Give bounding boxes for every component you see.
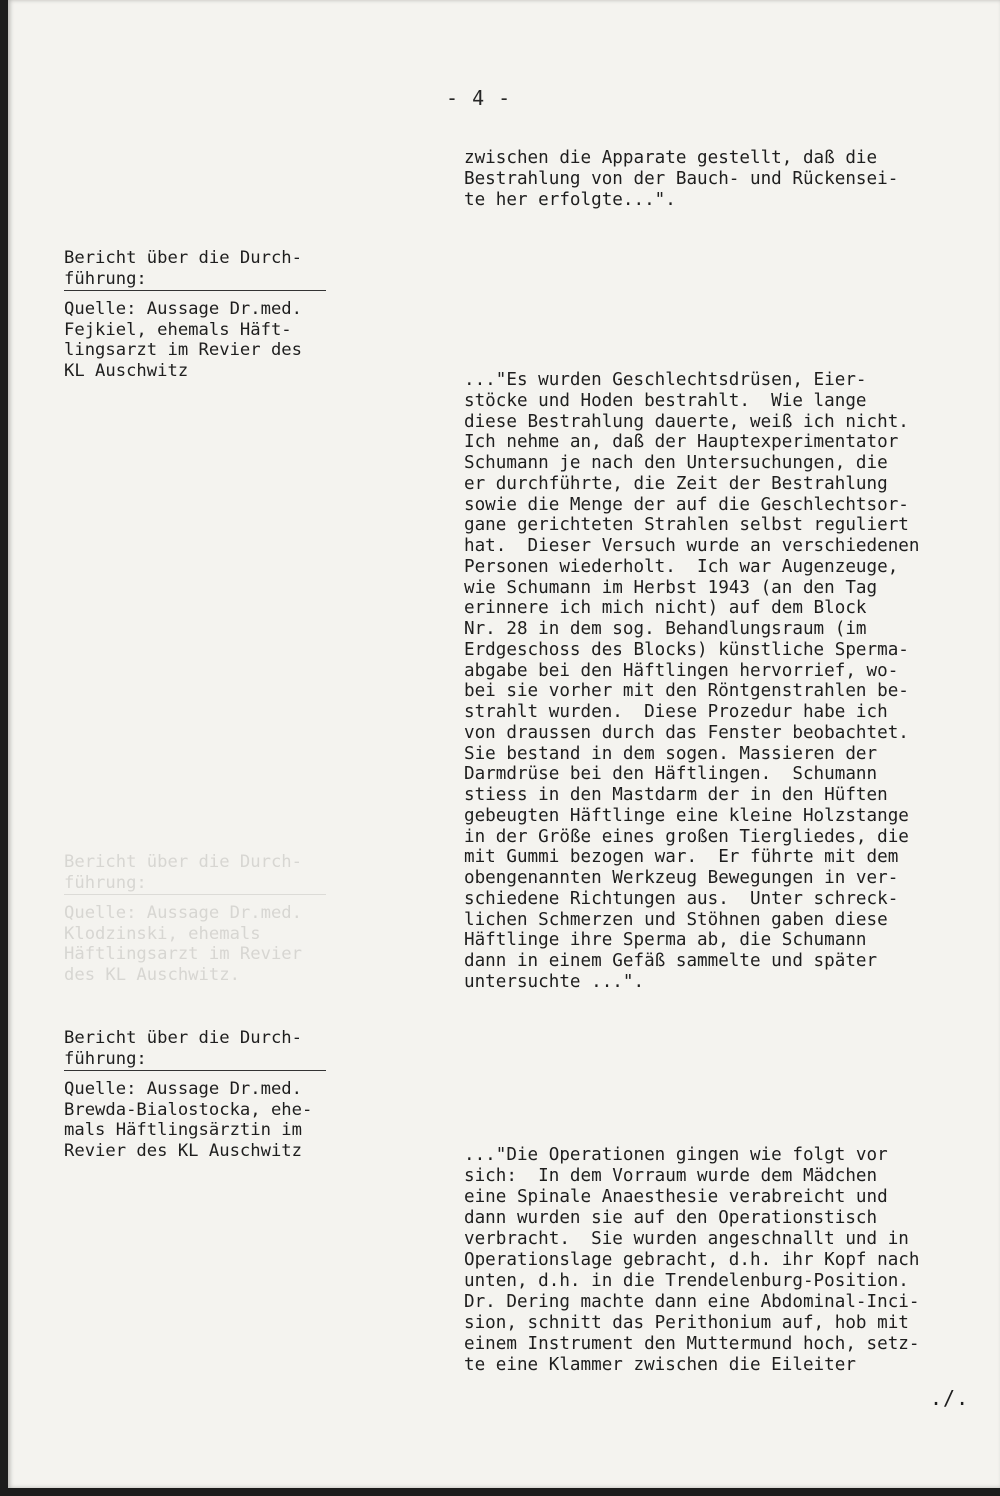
main-text-line: einem Instrument den Muttermund hoch, setz- <box>464 1334 920 1354</box>
main-text-line: mit Gummi bezogen war. Er führte mit dem <box>464 847 899 868</box>
show-through-source-line: Häftlingsarzt im Revier <box>64 944 302 965</box>
main-text-line: verbracht. Sie wurden angeschnallt und in <box>464 1229 909 1249</box>
side-note-source-line: mals Häftlingsärztin im <box>64 1120 302 1141</box>
main-text-line: schiedene Richtungen aus. Unter schreck- <box>464 888 899 909</box>
main-text-line: te eine Klammer zwischen die Eileiter <box>464 1355 856 1375</box>
main-text-line: Ich nehme an, daß der Hauptexperimentator <box>464 432 899 453</box>
show-through-title-line2: führung: <box>64 873 326 896</box>
main-text-line: Personen wiederholt. Ich war Augenzeuge, <box>464 556 899 577</box>
main-text-line: Dr. Dering machte dann eine Abdominal-Inci- <box>464 1292 920 1312</box>
side-note-fejkiel <box>64 248 364 382</box>
main-text-line: sowie die Menge der auf die Geschlechtsor- <box>464 494 909 515</box>
main-text-line: stöcke und Hoden bestrahlt. Wie lange <box>464 390 867 411</box>
side-note-source-line: Brewda-Bialostocka, ehe- <box>64 1099 313 1120</box>
main-text-line: Nr. 28 in dem sog. Behandlungsraum (im <box>464 619 867 639</box>
document-page <box>8 0 1000 1488</box>
main-text-line: obengenannten Werkzeug Bewegungen in ver- <box>464 868 899 888</box>
main-text-line: Darmdrüse bei den Häftlingen. Schumann <box>464 764 878 785</box>
main-text-line: ..."Die Operationen gingen wie folgt vor <box>464 1145 888 1165</box>
main-text-line: Häftlinge ihre Sperma ab, die Schumann <box>464 930 867 951</box>
main-text-line: untersuchte ...". <box>464 971 645 992</box>
main-text-line: unten, d.h. in die Trendelenburg-Position. <box>464 1271 909 1291</box>
main-text-line: Operationslage gebracht, d.h. ihr Kopf nach <box>464 1250 920 1270</box>
main-text-line: hat. Dieser Versuch wurde an verschiedenen <box>464 536 920 556</box>
main-text-line: wie Schumann im Herbst 1943 (an den Tag <box>464 577 878 598</box>
main-text-line: Schumann je nach den Untersuchungen, die <box>464 453 888 473</box>
show-through-title-line1: Bericht über die Durch- <box>64 852 302 872</box>
continuation-mark: ./. <box>930 1386 970 1410</box>
side-note-title-line1: Bericht über die Durch- <box>64 1028 302 1048</box>
side-note-source-line: lingsarzt im Revier des <box>64 340 302 361</box>
side-note-source-line: Revier des KL Auschwitz <box>64 1140 302 1161</box>
side-note-source-line: Quelle: Aussage Dr.med. <box>64 1079 302 1100</box>
main-text-line: lichen Schmerzen und Stöhnen gaben diese <box>464 909 888 930</box>
side-note-title-line2: führung: <box>64 1049 326 1072</box>
show-through-source-line: Quelle: Aussage Dr.med. <box>64 903 302 924</box>
side-note-source-line: Quelle: Aussage Dr.med. <box>64 299 302 320</box>
main-text-line: eine Spinale Anaesthesie verabreicht und <box>464 1187 888 1207</box>
side-note-source-line: Fejkiel, ehemals Häft- <box>64 319 292 340</box>
side-note-title-line2: führung: <box>64 269 326 292</box>
show-through-source-line: Klodzinski, ehemals <box>64 923 261 944</box>
main-text-line: Bestrahlung von der Bauch- und Rückensei- <box>464 168 899 189</box>
main-text-line: bei sie vorher mit den Röntgenstrahlen be- <box>464 681 909 702</box>
main-text-line: abgabe bei den Häftlingen hervorrief, wo- <box>464 660 899 681</box>
main-text-line: sion, schnitt das Perithonium auf, hob mit <box>464 1313 909 1333</box>
side-note-brewda-bialostocka <box>64 1028 364 1162</box>
main-text-line: er durchführte, die Zeit der Bestrahlung <box>464 473 888 494</box>
show-through-source <box>64 903 364 985</box>
side-note-source <box>64 1079 364 1161</box>
main-text-line: ..."Es wurden Geschlechtsdrüsen, Eier- <box>464 370 867 390</box>
main-text-line: Sie bestand in dem sogen. Massieren der <box>464 743 878 764</box>
main-text-line: zwischen die Apparate gestellt, daß die <box>464 148 878 168</box>
side-note-source <box>64 299 364 381</box>
main-text-line: erinnere ich mich nicht) auf dem Block <box>464 598 867 619</box>
page-number: - 4 - <box>446 86 512 110</box>
main-text-line: strahlt wurden. Diese Prozedur habe ich <box>464 702 888 722</box>
main-text-line: stiess in den Mastdarm der in den Hüften <box>464 785 888 805</box>
main-text-line: dann wurden sie auf den Operationstisch <box>464 1208 878 1228</box>
main-text-line: te her erfolgte...". <box>464 189 676 210</box>
main-text-line: von draussen durch das Fenster beobachtet. <box>464 722 909 743</box>
main-text-line: in der Größe eines großen Tiergliedes, die <box>464 826 909 847</box>
side-note-title-line1: Bericht über die Durch- <box>64 248 302 268</box>
main-text-line: Erdgeschoss des Blocks) künstliche Sperma- <box>464 639 909 660</box>
main-text-line: sich: In dem Vorraum wurde dem Mädchen <box>464 1166 878 1186</box>
show-through-source-line: des KL Auschwitz. <box>64 964 240 985</box>
main-text-line: gebeugten Häftlinge eine kleine Holzstange <box>464 805 909 826</box>
show-through-note <box>64 852 364 986</box>
main-text-line: diese Bestrahlung dauerte, weiß ich nicht. <box>464 411 909 432</box>
main-text-line: gane gerichteten Strahlen selbst reguliert <box>464 515 909 536</box>
main-text-line: dann in einem Gefäß sammelte und später <box>464 951 878 971</box>
side-note-source-line: KL Auschwitz <box>64 360 189 381</box>
